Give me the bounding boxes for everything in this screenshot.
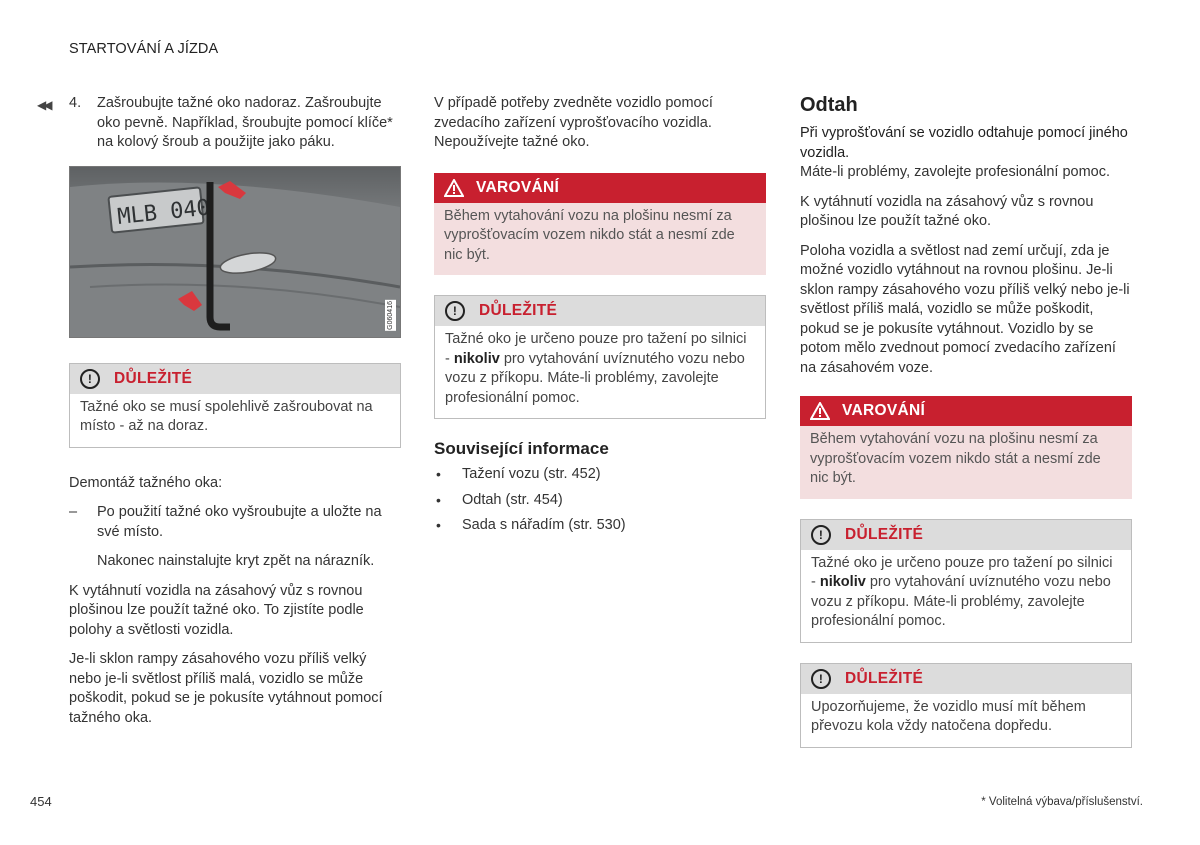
important-text-b: pro vytahování uvíznutého vozu nebo vozu z příkopu. Máte-li problémy, zavolejte profesionální pomoc. — [445, 350, 745, 406]
important-header — [70, 364, 400, 394]
paragraph-1: K vytáhnutí vozidla na zásahový vůz s rovnou plošinou lze použít tažné oko. To zjistíte podle polohy a světlosti vozidla. — [69, 582, 364, 638]
important-title: DŮLEŽITÉ — [845, 669, 924, 687]
warning-triangle-icon — [444, 179, 464, 197]
removal-heading: Demontáž tažného oka: — [69, 474, 223, 491]
warning-box — [434, 173, 766, 276]
removal-step — [69, 503, 401, 542]
exclamation-icon: ! — [445, 301, 465, 321]
important-box-3 — [800, 519, 1132, 643]
column-left — [69, 94, 401, 738]
removal-step-text: Po použití tažné oko vyšroubujte a uložte na své místo. — [97, 504, 382, 540]
related-list — [434, 465, 766, 536]
intro-text: V případě potřeby zvedněte vozidlo pomocí zvedacího zařízení vyprošťovacího vozidla. Nepoužívejte tažné oko. — [434, 95, 713, 150]
important-bold: nikoliv — [453, 350, 500, 367]
important-header — [435, 296, 765, 326]
paragraph-2: Je-li sklon rampy zásahového vozu příliš velký nebo je-li světlost příliš malá, vozidlo se může poškodit, pokud se je pokusíte vytáhnout pomocí tažného oka. — [69, 651, 383, 726]
important-text: Upozorňujeme, že vozidlo musí mít během převozu kola vždy natočena dopředu. — [811, 698, 1086, 734]
important-text: Tažné oko se musí spolehlivě zašroubovat na místo - až na doraz. — [80, 398, 373, 434]
related-link[interactable]: • Sada s nářadím (str. 530) — [434, 516, 766, 536]
car-rear-drawing — [70, 167, 400, 337]
warning-text: Během vytahování vozu na plošinu nesmí za vyprošťovacím vozem nikdo stát a nesmí zde nic být. — [434, 203, 766, 276]
important-box-1 — [69, 363, 401, 448]
warning-text: Během vytahování vozu na plošinu nesmí za vyprošťovacím vozem nikdo stát a nesmí zde nic být. — [800, 426, 1132, 499]
warning-box — [800, 396, 1132, 499]
step-number: 4. — [69, 95, 82, 111]
warning-title: VAROVÁNÍ — [476, 178, 560, 196]
important-header — [801, 520, 1131, 550]
exclamation-icon: ! — [811, 669, 831, 689]
warning-title: VAROVÁNÍ — [842, 402, 926, 420]
page-number: 454 — [30, 794, 52, 809]
removal-finish: Nakonec nainstalujte kryt zpět na nárazník. — [97, 553, 375, 569]
warning-triangle-icon — [810, 402, 830, 420]
page-title: Odtah — [800, 94, 858, 116]
dash-marker: – — [69, 504, 78, 520]
plate-text: MLB 040 — [116, 194, 212, 230]
exclamation-icon: ! — [811, 525, 831, 545]
paragraph-2: K vytáhnutí vozidla na zásahový vůz s rovnou plošinou lze použít tažné oko. — [800, 193, 1094, 229]
warning-header — [434, 173, 766, 203]
exclamation-icon: ! — [80, 369, 100, 389]
footnote: * Volitelná výbava/příslušenství. — [981, 796, 1143, 808]
related-link[interactable]: • Tažení vozu (str. 452) — [434, 465, 766, 485]
important-title: DŮLEŽITÉ — [845, 525, 924, 543]
column-right — [800, 94, 1132, 768]
section-header: STARTOVÁNÍ A JÍZDA — [69, 41, 219, 57]
important-header — [801, 664, 1131, 694]
important-title: DŮLEŽITÉ — [479, 302, 558, 320]
important-text-a: Tažné oko je určeno pouze pro tažení po silnici - — [445, 331, 747, 367]
important-bold: nikoliv — [819, 574, 866, 590]
related-heading: Související informace — [434, 439, 609, 458]
paragraph-3: Poloha vozidla a světlost nad zemí určují, zda je možné vozidlo vytáhnout na rovnou plošinu. Je-li sklon rampy zásahového vozu příliš velký nebo je-li světlost příliš malá, vozidlo se může poškodit, pokud se je pokusíte vytáhnout. Vozidlo by se potom mělo zvednout pomocí zvedacího zařízení na zásahovém voze. — [800, 242, 1130, 376]
related-link[interactable]: • Odtah (str. 454) — [434, 491, 766, 511]
back-arrows-icon[interactable]: ◀◀ — [37, 98, 50, 112]
paragraph-1: Máte-li problémy, zavolejte profesionální pomoc. — [800, 164, 1111, 180]
important-text — [801, 550, 1131, 642]
important-title: DŮLEŽITÉ — [114, 369, 193, 387]
column-middle — [434, 94, 766, 542]
figure-code: G060416 — [387, 300, 394, 330]
warning-header — [800, 396, 1132, 426]
step-4 — [69, 94, 401, 153]
important-text-a: Tažné oko je určeno pouze pro tažení po silnici - — [811, 554, 1113, 590]
important-box-2 — [434, 295, 766, 419]
important-box-4 — [800, 663, 1132, 748]
tow-eye-illustration — [69, 166, 401, 338]
important-text — [435, 326, 765, 418]
lead-text: Při vyprošťování se vozidlo odtahuje pomocí jiného vozidla. — [800, 125, 1128, 161]
step-text: Zašroubujte tažné oko nadoraz. Zašroubujte oko pevně. Například, šroubujte pomocí klíče* na kolový šroub a použijte jako páku. — [97, 95, 393, 150]
important-text-b: pro vytahování uvíznutého vozu nebo vozu z příkopu. Máte-li problémy, zavolejte profesionální pomoc. — [811, 574, 1111, 629]
